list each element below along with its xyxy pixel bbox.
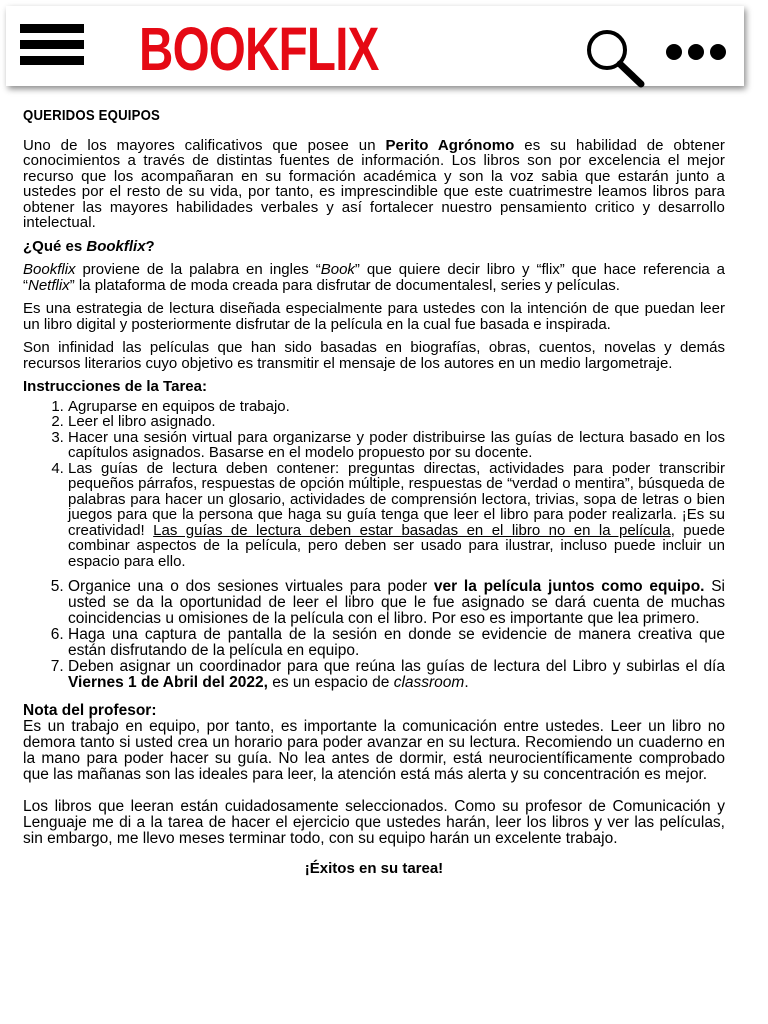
closing-message: ¡Éxitos en su tarea! [304,860,444,877]
note-heading: Nota del profesor: [23,702,157,719]
document-body [23,108,725,877]
list-item: 6. Haga una captura de pantalla de la sesión en donde se evidencie de manera creativa que están disfrutando de la película en equipo. [68,627,725,659]
films-paragraph: Son infinidad las películas que han sido basadas en biografías, obras, cuentos, novelas y demás recursos literarios cuyo objetivo es transmitir el mensaje de los autores en un medio largometraje. [23,339,725,372]
instructions-heading: Instrucciones de la Tarea: [23,378,207,395]
note-paragraph: Es un trabajo en equipo, por tanto, es importante la comunicación entre ustedes. Leer un libro no demora tanto si usted crea un horario para poder avanzar en su lectura. Recomiendo un cuaderno en la mano para poder hacer su guía. No lea antes de dormir, está neurocientíficamente comprobado que las mañanas son las ideales para leer, la atención está más alerta y su concentración es mejor. [23,718,725,783]
app-header [6,6,744,86]
list-item: 7. Deben asignar un coordinador para que reúna las guías de lectura del Libro y subirlas el día Viernes 1 de Abril del 2022, es un espacio de classroom. [68,659,725,691]
list-item: 2. Leer el libro asignado. [68,414,725,430]
page-title: QUERIDOS EQUIPOS [23,107,161,124]
definition-paragraph: Bookflix proviene de la palabra en ingles “Book” que quiere decir libro y “flix” que hace referencia a “Netflix” la plataforma de moda creada para disfrutar de documentalesl, series y películas. [23,261,726,294]
bookflix-logo[interactable]: BOOKFLIX [139,15,379,83]
list-item: 4. Las guías de lectura deben contener: preguntas directas, actividades para poder transcribir pequeños párrafos, respuestas de opción múltiple, respuestas de “verdad o mentira”, búsqueda de palabras para hacer un glosario, actividades de comprensión lectora, trivias, sopa de letras o bien juegos para que la persona que haga su guía tenga que leer el libro para poder realizarla. ¡Es su creatividad! Las guías de lectura deben estar basadas en el libro no en la película, puede combinar aspectos de la película, pero deben ser usado para ilustrar, incluso puede incluir un espacio para ello. [68,461,725,570]
strategy-paragraph: Es una estrategia de lectura diseñada especialmente para ustedes con la intención de que puedan leer un libro digital y posteriormente disfrutar de la película en la cual fue basada e inspirada. [23,300,725,333]
list-item: 5. Organice una o dos sesiones virtuales para poder ver la película juntos como equipo. Si usted se da la oportunidad de leer el libro que le fue asignado se dará cuenta de muchas coincidencias u omisiones de la película con el libro. Por eso es importante que lea primero. [68,579,725,627]
search-icon[interactable] [581,26,645,90]
list-item: 1. Agruparse en equipos de trabajo. [68,399,725,415]
intro-paragraph: Uno de los mayores calificativos que posee un Perito Agrónomo es su habilidad de obtener conocimientos a través de distintas fuentes de información. Los libros son por excelencia el mejor recurso que los acompañaran en su formación académica y son la voz sabia que estarán junto a ustedes por el resto de su vida, por tanto, es imprescindible que este cuatrimestre leamos libros para obtener las mayores habilidades verbales y así fortalecer nuestro pensamiento critico y desarrollo intelectual. [23,136,725,231]
more-options-icon[interactable] [666,44,736,64]
instructions-list [23,399,725,692]
what-is-heading: ¿Qué es Bookflix? [23,237,155,255]
note-paragraph-2: Los libros que leeran están cuidadosamente seleccionados. Como su profesor de Comunicación y Lenguaje me di a la tarea de hacer el ejercicio que ustedes harán, leer los libros y ver las películas, sin embargo, me llevo meses terminar todo, con su equipo harán un excelente trabajo. [23,798,725,847]
list-item: 3. Hacer una sesión virtual para organizarse y poder distribuirse las guías de lectura basado en los capítulos asignados. Basarse en el modelo propuesto por su docente. [68,430,725,461]
hamburger-menu-icon[interactable] [20,24,84,76]
